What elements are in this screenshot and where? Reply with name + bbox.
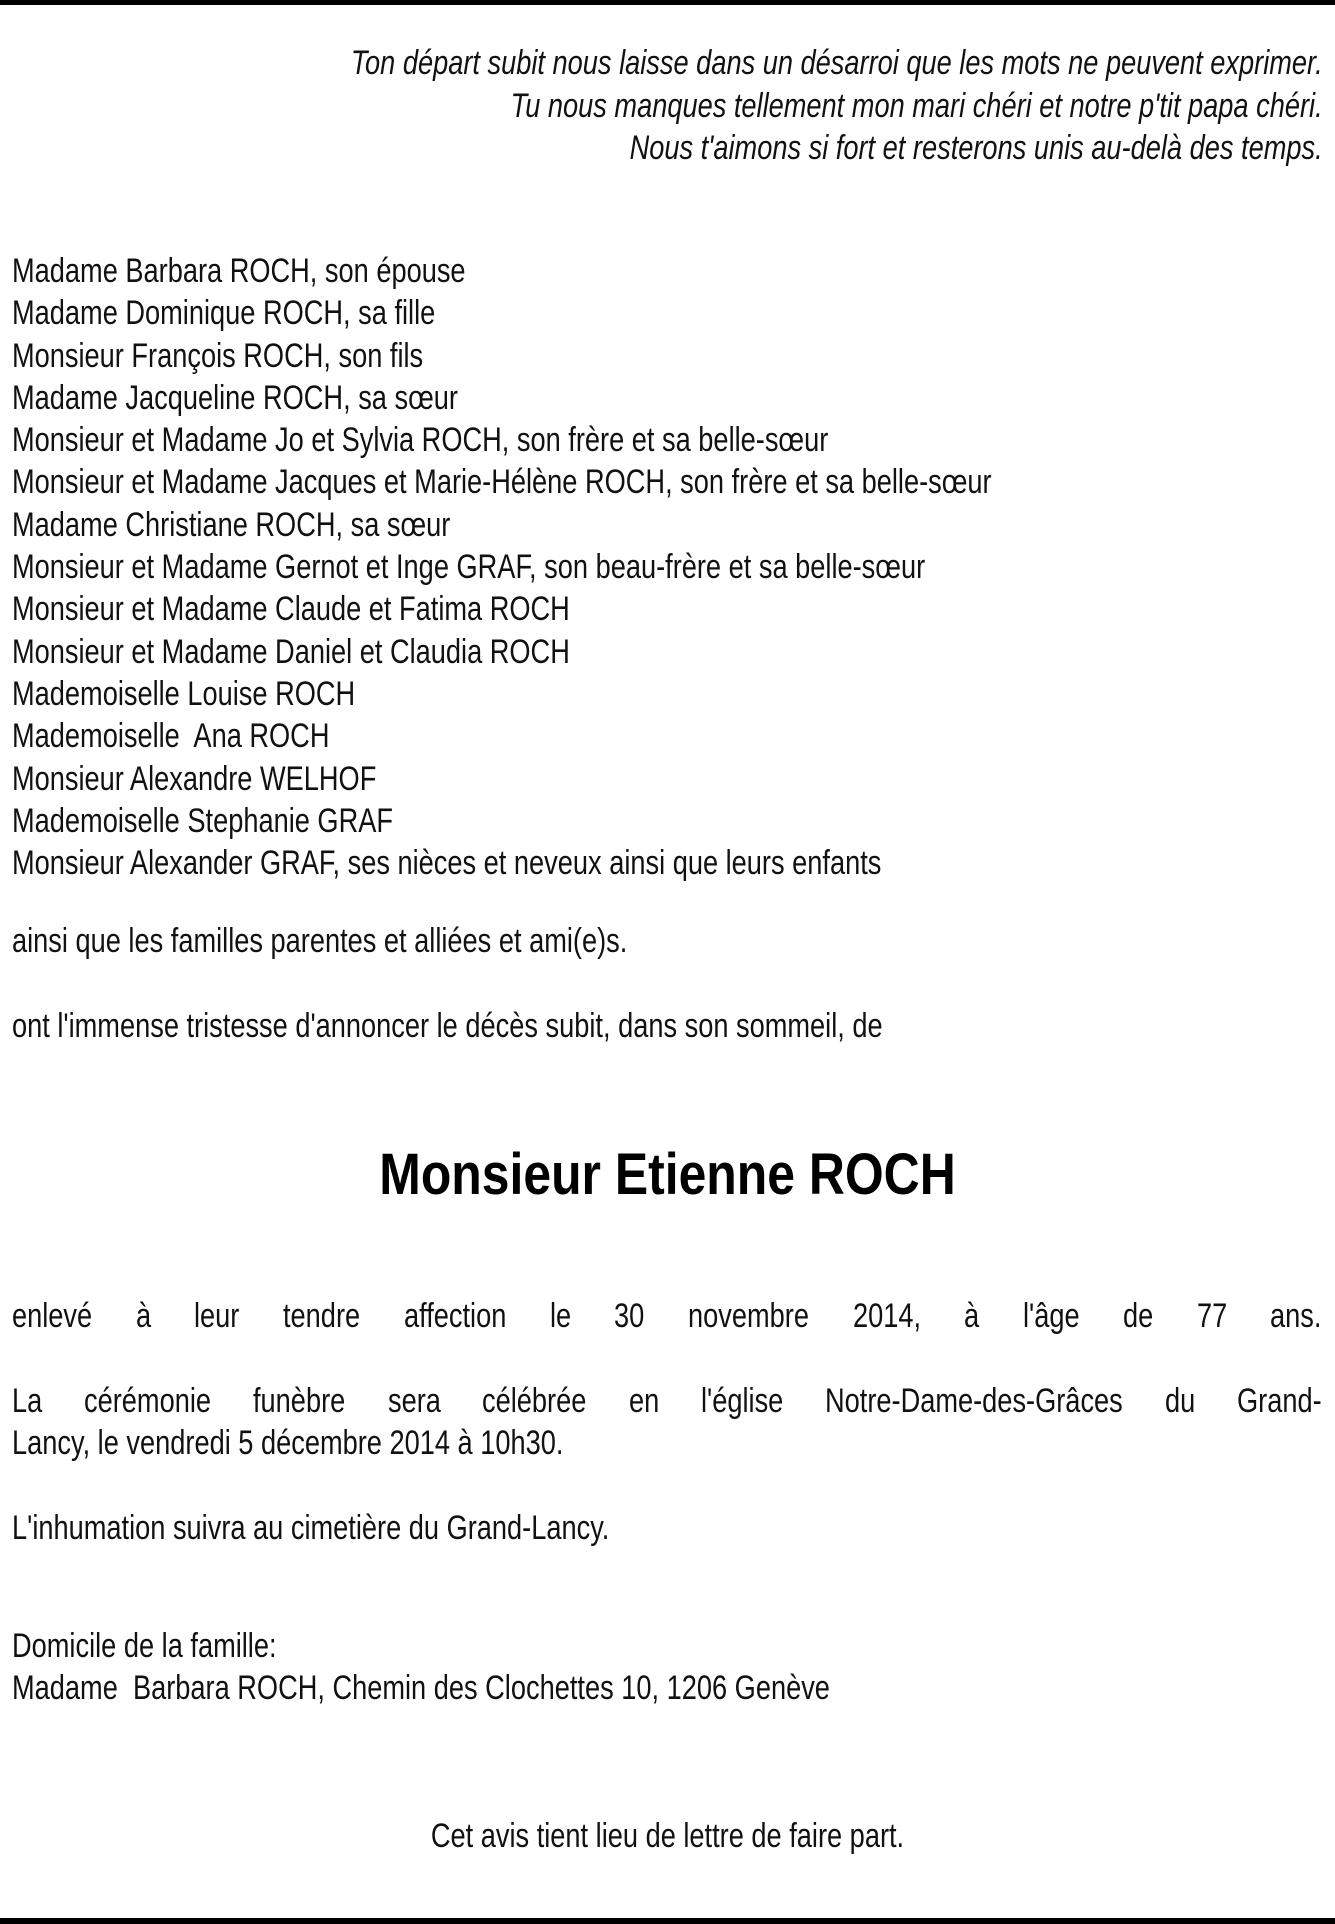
domicile-address: Madame Barbara ROCH, Chemin des Clochettes 10, 1206 Genève: [12, 1669, 830, 1707]
family-member: Monsieur et Madame Jacques et Marie-Hélène ROCH, son frère et sa belle-sœur: [12, 463, 992, 502]
epigraph-line: Tu nous manques tellement mon mari chéri et notre p'tit papa chéri.: [510, 86, 1323, 125]
family-member: Mademoiselle Louise ROCH: [12, 674, 356, 713]
family-member: Monsieur Alexandre WELHOF: [12, 759, 377, 798]
word: tendre: [283, 1297, 361, 1335]
family-member: Monsieur et Madame Claude et Fatima ROCH: [12, 590, 570, 629]
epigraph: [108, 42, 1323, 170]
word: enlevé: [12, 1297, 93, 1335]
word: La: [12, 1382, 43, 1420]
family-member: Monsieur Alexander GRAF, ses nièces et neveux ainsi que leurs enfants: [12, 844, 882, 883]
word: affection: [403, 1297, 507, 1335]
word: 2014,: [852, 1297, 921, 1335]
family-member: Monsieur et Madame Gernot et Inge GRAF, son beau-frère et sa belle-sœur: [12, 548, 926, 587]
death-line: [12, 1295, 1322, 1337]
top-rule: [0, 0, 1335, 5]
family-member: Madame Barbara ROCH, son épouse: [12, 252, 466, 290]
word: l'église: [700, 1382, 784, 1420]
burial-line: L'inhumation suivra au cimetière du Grand-Lancy.: [12, 1509, 610, 1547]
family-member: Mademoiselle Stephanie GRAF: [12, 801, 393, 840]
announcement-line: ont l'immense tristesse d'annoncer le décès subit, dans son sommeil, de: [12, 1007, 883, 1045]
word: du: [1165, 1382, 1196, 1420]
relatives-line: ainsi que les familles parentes et alliées et ami(e)s.: [12, 922, 628, 960]
word: de: [1122, 1297, 1154, 1335]
closing-note: Cet avis tient lieu de lettre de faire part.: [430, 1817, 905, 1855]
deceased-name: Monsieur Etienne ROCH: [379, 1142, 956, 1207]
family-member: Madame Dominique ROCH, sa fille: [12, 294, 436, 333]
word: en: [628, 1382, 659, 1420]
ceremony-line-2: Lancy, le vendredi 5 décembre 2014 à 10h30.: [12, 1424, 564, 1462]
domicile-label: Domicile de la famille:: [12, 1627, 277, 1665]
epigraph-line: Nous t'aimons si fort et resterons unis au-delà des temps.: [629, 129, 1323, 167]
family-member: Monsieur et Madame Daniel et Claudia ROCH: [12, 632, 570, 671]
bottom-rule: [0, 1918, 1335, 1924]
ceremony-line-1: [12, 1380, 1322, 1422]
family-member: Monsieur et Madame Jo et Sylvia ROCH, son frère et sa belle-sœur: [12, 421, 829, 460]
word: à: [964, 1297, 980, 1335]
family-list: [12, 250, 1236, 884]
word: Notre-Dame-des-Grâces: [825, 1382, 1124, 1420]
family-member: Mademoiselle Ana ROCH: [12, 717, 330, 756]
word: Grand-: [1237, 1382, 1322, 1420]
word: ans.: [1270, 1297, 1322, 1335]
word: funèbre: [253, 1382, 346, 1420]
word: 30: [614, 1297, 645, 1335]
word: sera: [387, 1382, 441, 1420]
epigraph-line: Ton départ subit nous laisse dans un désarroi que les mots ne peuvent exprimer.: [351, 44, 1323, 82]
word: 77: [1196, 1297, 1227, 1335]
family-member: Madame Christiane ROCH, sa sœur: [12, 505, 451, 544]
word: novembre: [688, 1297, 810, 1335]
family-member: Monsieur François ROCH, son fils: [12, 336, 424, 375]
word: l'âge: [1022, 1297, 1080, 1335]
word: cérémonie: [84, 1382, 212, 1420]
word: le: [549, 1297, 571, 1335]
word: à: [135, 1297, 151, 1335]
family-member: Madame Jacqueline ROCH, sa sœur: [12, 378, 458, 417]
word: leur: [194, 1297, 240, 1335]
word: célébrée: [482, 1382, 587, 1420]
